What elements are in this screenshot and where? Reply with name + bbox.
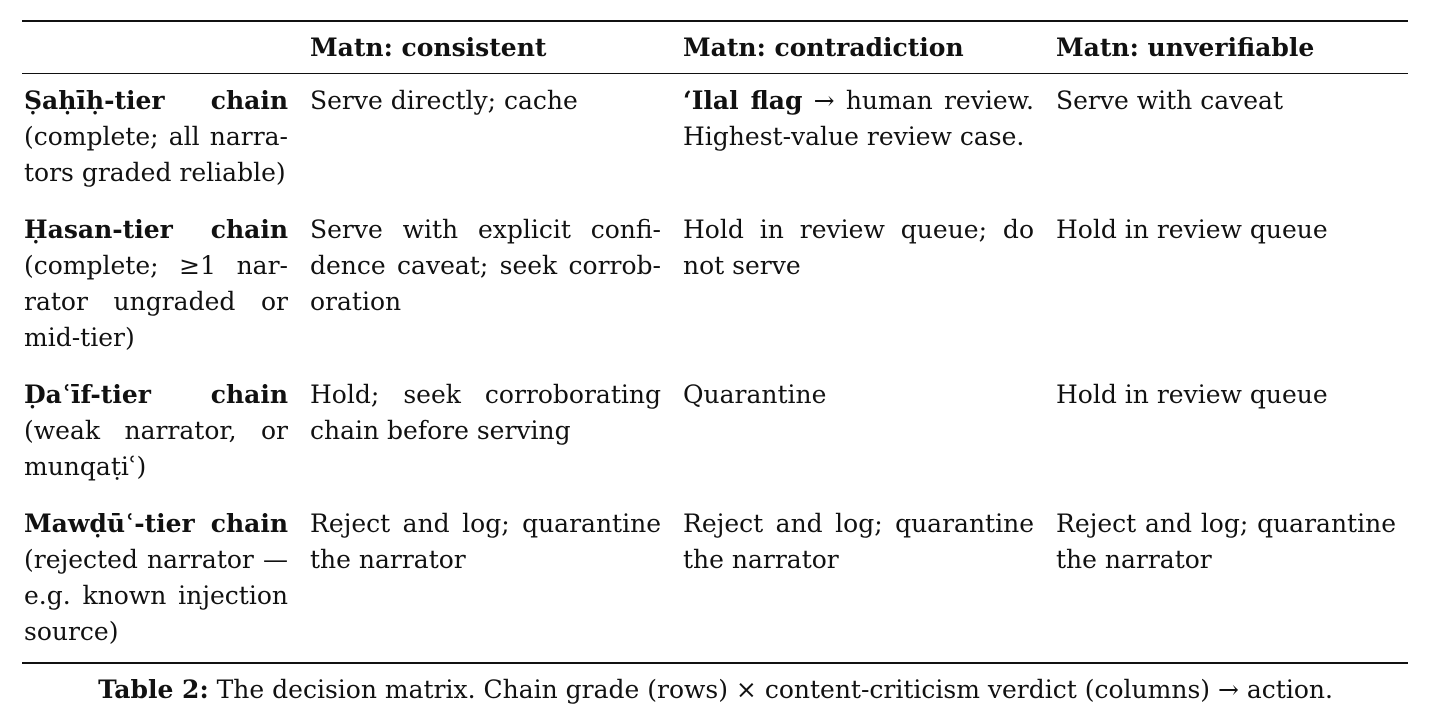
row-grade-label: Ṣaḥīḥ-tier chain [24, 85, 288, 115]
caption-label: Table 2: [98, 675, 209, 704]
cell-text: Serve with caveat [1056, 85, 1284, 115]
decision-matrix-table [22, 20, 1408, 664]
row-grade-label: Mawḍūʿ-tier chain [24, 508, 288, 538]
table-cell [300, 203, 673, 368]
cell-text: Serve with explicit confidence caveat; seek corroboration [310, 214, 661, 316]
cell-text: Hold; seek corroborating chain before serving [310, 379, 661, 445]
table-cell [673, 368, 1046, 497]
header-row [22, 21, 1408, 73]
table-row [22, 368, 1408, 497]
table-cell [673, 73, 1046, 203]
table-body [22, 73, 1408, 663]
cell-text: Hold in review queue [1056, 214, 1328, 244]
cell-text: Reject and log; quarantine the narrator [310, 508, 661, 574]
table-header [22, 21, 1408, 73]
cell-bold-text: ‘Ilal flag [683, 85, 803, 115]
header-matn-consistent: Matn: consistent [310, 33, 547, 62]
cell-text: Serve directly; cache [310, 85, 578, 115]
row-header-hasan [22, 203, 300, 368]
table-cell [300, 497, 673, 663]
table-row [22, 497, 1408, 663]
cell-text: Reject and log; quarantine the narrator [1056, 508, 1396, 574]
row-header-sahih [22, 73, 300, 203]
table-cell [1046, 203, 1408, 368]
row-header-mawdu [22, 497, 300, 663]
caption-text: The decision matrix. Chain grade (rows) × content-criticism verdict (columns) → action. [208, 675, 1333, 704]
table-cell [673, 497, 1046, 663]
header-corner [22, 21, 300, 73]
header-matn-unverifiable: Matn: unverifiable [1056, 33, 1315, 62]
cell-text: → human review. Highest-value review case. [683, 85, 1034, 151]
table-row [22, 73, 1408, 203]
header-matn-contradiction: Matn: contradiction [683, 33, 964, 62]
table-cell [673, 203, 1046, 368]
row-grade-description: (complete; all narrators graded reliable) [24, 121, 288, 187]
table-cell [300, 368, 673, 497]
table-cell [1046, 73, 1408, 203]
table-cell [300, 73, 673, 203]
row-header-daif [22, 368, 300, 497]
cell-text: Hold in review queue; do not serve [683, 214, 1034, 280]
table-cell [1046, 497, 1408, 663]
row-grade-description: (rejected narrator — e.g. known injection source) [24, 544, 288, 646]
cell-text: Hold in review queue [1056, 379, 1328, 409]
table-cell [1046, 368, 1408, 497]
row-grade-description: (weak narrator, or munqaṭiʿ) [24, 415, 288, 481]
table-row [22, 203, 1408, 368]
row-grade-description: (complete; ≥1 narrator ungraded or mid-tier) [24, 250, 288, 352]
row-grade-label: Ḍaʿīf-tier chain [24, 379, 288, 409]
table-caption [0, 672, 1431, 708]
cell-text: Quarantine [683, 379, 827, 409]
row-grade-label: Ḥasan-tier chain [24, 214, 288, 244]
cell-text: Reject and log; quarantine the narrator [683, 508, 1034, 574]
